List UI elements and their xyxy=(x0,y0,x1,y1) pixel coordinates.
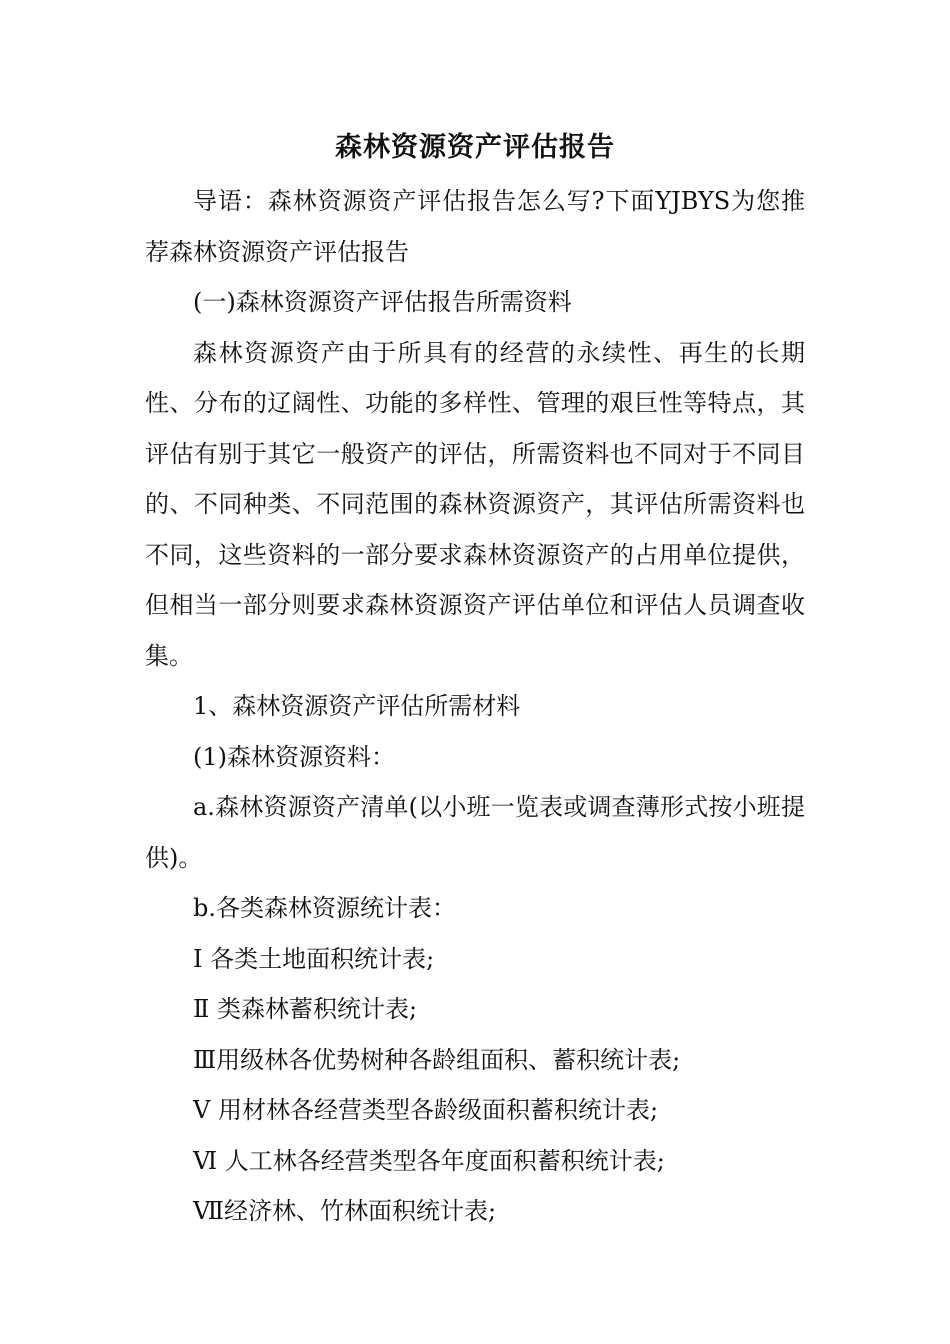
document-title: 森林资源资产评估报告 xyxy=(335,132,615,163)
section-heading: (一)森林资源资产评估报告所需资料 xyxy=(193,288,572,316)
paragraph-intro: 导语：森林资源资产评估报告怎么写?下面YJBYS为您推荐森林资源资产评估报告 xyxy=(145,187,805,266)
list-item: a.森林资源资产清单(以小班一览表或调查薄形式按小班提供)。 xyxy=(145,793,805,872)
subsection-heading: 1、森林资源资产评估所需材料 xyxy=(193,692,521,720)
list-item: Ⅱ 类森林蓄积统计表; xyxy=(193,995,418,1023)
list-item: Ⅰ 各类土地面积统计表; xyxy=(193,944,435,973)
document-body xyxy=(145,176,805,1237)
paragraph-description: 森林资源资产由于所具有的经营的永续性、再生的长期性、分布的辽阔性、功能的多样性、管理的艰巨性等特点，其评估有别于其它一般资产的评估，所需资料也不同对于不同目的、不同种类、不同范围的森林资源资产，其评估所需资料也不同，这些资料的一部分要求森林资源资产的占用单位提供，但相当一部分则要求森林资源资产评估单位和评估人员调查收集。 xyxy=(145,338,805,670)
list-item: b.各类森林资源统计表： xyxy=(193,894,456,922)
list-item: Ⅵ 人工林各经营类型各年度面积蓄积统计表; xyxy=(193,1146,665,1175)
list-item: Ⅶ经济林、竹林面积统计表; xyxy=(193,1197,497,1225)
list-item: Ⅴ 用材林各经营类型各龄级面积蓄积统计表; xyxy=(193,1096,659,1124)
list-item: Ⅲ用级林各优势树种各龄组面积、蓄积统计表; xyxy=(193,1045,681,1074)
list-heading: (1)森林资源资料： xyxy=(193,742,395,771)
